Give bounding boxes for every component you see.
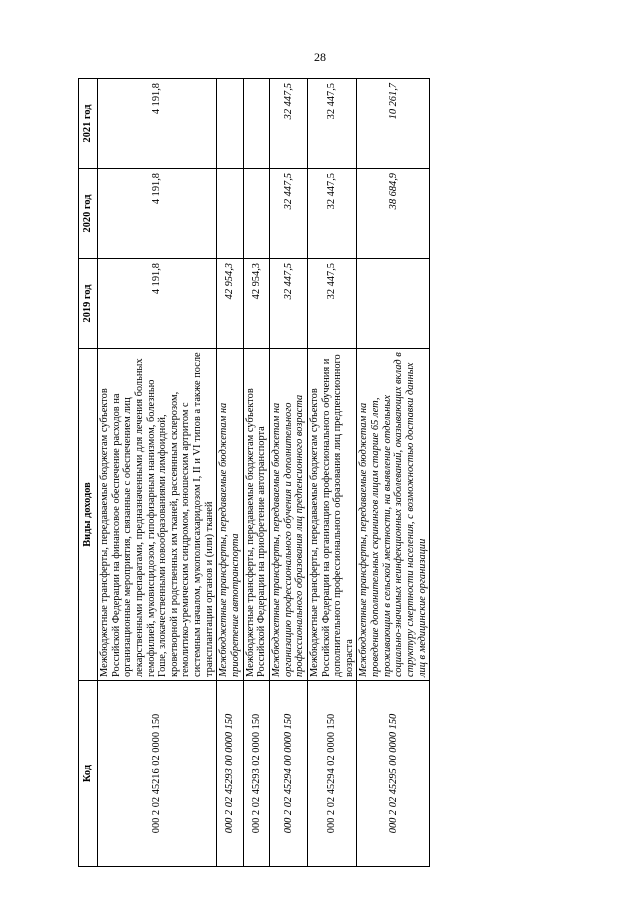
row-description: Межбюджетные трансферты, передаваемые бюджетам субъектов Российской Федерации на финансовое обеспечение расходов на организационные мероприятия, связанные с обеспечением лиц лекарственными препаратами, предназначенными для лечения больных гемофилией, муковисцидозом, гипофизарным нанизмом, болезнью Гоше, злокачественными новообразованиями лимфоидной, кроветворной и родственных им тканей, рассеянным склерозом, гемолитико-уремическим синдромом, юношеским артритом с системным началом, мукополисахаридозом I, II и VI типов а также после трансплантации органов и (или) тканей bbox=[98, 349, 217, 681]
header-code: Код bbox=[79, 681, 98, 867]
page-number: 28 bbox=[314, 50, 326, 64]
row-value-2019: 32 447,5 bbox=[269, 259, 307, 349]
row-value-2021 bbox=[217, 79, 243, 169]
row-description: Межбюджетные трансферты, передаваемые бюджетам субъектов Российской Федерации на организацию профессионального обучения и дополнительного профессионального образования лиц предпенсионного возраста bbox=[307, 349, 357, 681]
row-code: 000 2 02 45294 02 0000 150 bbox=[307, 681, 357, 867]
row-description: Межбюджетные трансферты, передаваемые бюджетам на организацию профессионального обучения и дополнительного профессионального образования лиц предпенсионного возраста bbox=[269, 349, 307, 681]
table-row bbox=[217, 79, 243, 867]
rotated-table-area bbox=[78, 80, 530, 867]
row-value-2019: 32 447,5 bbox=[307, 259, 357, 349]
row-value-2021: 4 191,8 bbox=[98, 79, 217, 169]
table-header-row bbox=[79, 79, 98, 867]
table-row bbox=[243, 79, 269, 867]
row-value-2020: 4 191,8 bbox=[98, 169, 217, 259]
row-value-2019 bbox=[357, 259, 430, 349]
row-description: Межбюджетные трансферты, передаваемые бюджетам на проведение дополнительных скринингов лицам старше 65 лет, проживающим в сельской местности, на выявление отдельных социально-значимых неинфекционных заболеваний, оказывающих вклад в структуру смертности населения, с возможностью доставки данных лиц в медицинские организации bbox=[357, 349, 430, 681]
revenue-table bbox=[78, 78, 430, 867]
row-value-2021: 32 447,5 bbox=[307, 79, 357, 169]
table-row bbox=[269, 79, 307, 867]
row-code: 000 2 02 45293 02 0000 150 bbox=[243, 681, 269, 867]
row-value-2021: 10 261,7 bbox=[357, 79, 430, 169]
table-row bbox=[98, 79, 217, 867]
header-2021: 2021 год bbox=[79, 79, 98, 169]
header-revenue-type: Виды доходов bbox=[79, 349, 98, 681]
row-value-2019: 42 954,3 bbox=[243, 259, 269, 349]
row-description: Межбюджетные трансферты, передаваемые бюджетам на приобретение автотранспорта bbox=[217, 349, 243, 681]
row-code: 000 2 02 45294 00 0000 150 bbox=[269, 681, 307, 867]
row-value-2020: 38 684,9 bbox=[357, 169, 430, 259]
row-value-2021 bbox=[243, 79, 269, 169]
row-value-2021: 32 447,5 bbox=[269, 79, 307, 169]
table-row bbox=[307, 79, 357, 867]
table-row bbox=[357, 79, 430, 867]
header-2020: 2020 год bbox=[79, 169, 98, 259]
row-value-2020 bbox=[243, 169, 269, 259]
row-description: Межбюджетные трансферты, передаваемые бюджетам субъектов Российской Федерации на приобретение автотранспорта bbox=[243, 349, 269, 681]
row-code: 000 2 02 45295 00 0000 150 bbox=[357, 681, 430, 867]
row-code: 000 2 02 45293 00 0000 150 bbox=[217, 681, 243, 867]
row-code: 000 2 02 45216 02 0000 150 bbox=[98, 681, 217, 867]
header-2019: 2019 год bbox=[79, 259, 98, 349]
row-value-2019: 42 954,3 bbox=[217, 259, 243, 349]
row-value-2020 bbox=[217, 169, 243, 259]
table-container bbox=[78, 80, 530, 867]
row-value-2020: 32 447,5 bbox=[269, 169, 307, 259]
row-value-2019: 4 191,8 bbox=[98, 259, 217, 349]
row-value-2020: 32 447,5 bbox=[307, 169, 357, 259]
